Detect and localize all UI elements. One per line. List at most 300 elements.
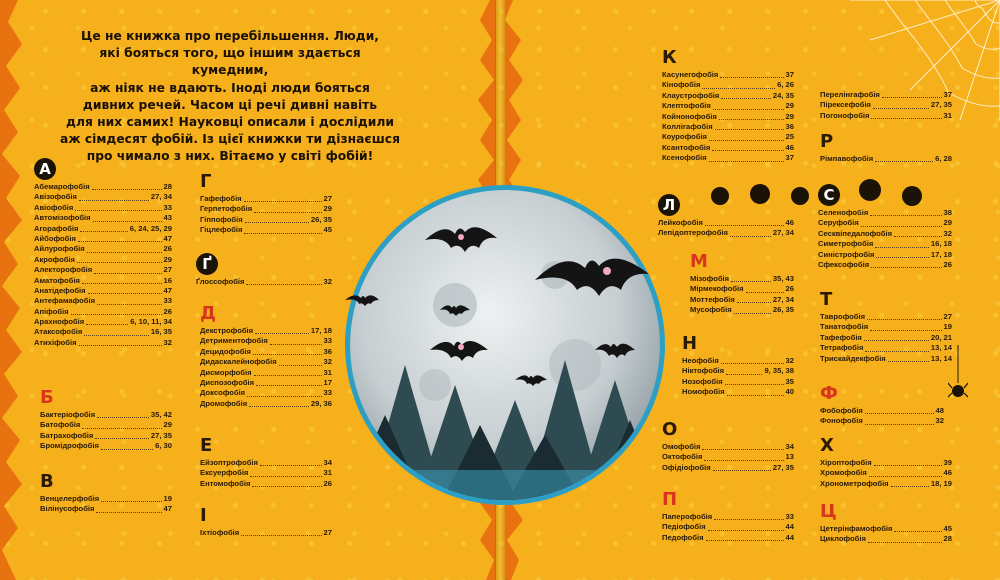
phobia-name: Тетрафобія bbox=[820, 343, 864, 353]
page-numbers: 27 bbox=[323, 193, 332, 203]
entry-list bbox=[818, 208, 952, 270]
page-numbers: 9, 35, 38 bbox=[764, 366, 794, 376]
section-letter: Л bbox=[658, 194, 680, 216]
phobia-name: Таврофобія bbox=[820, 311, 866, 321]
section-a bbox=[34, 158, 172, 348]
index-entry bbox=[34, 203, 172, 213]
index-entry bbox=[658, 228, 794, 238]
index-entry bbox=[820, 534, 952, 544]
dot-leader bbox=[92, 189, 162, 190]
dot-leader bbox=[254, 375, 322, 376]
index-entry bbox=[820, 479, 952, 489]
phobia-name: Трискайдекфобія bbox=[820, 353, 886, 363]
page-numbers: 27, 35 bbox=[930, 100, 952, 110]
index-entry bbox=[34, 265, 172, 275]
index-entry bbox=[40, 410, 172, 420]
dot-leader bbox=[713, 109, 784, 110]
dot-leader bbox=[704, 460, 783, 461]
dot-leader bbox=[97, 304, 162, 305]
page-numbers: 46 bbox=[785, 142, 794, 152]
entry-list bbox=[820, 312, 952, 364]
dot-leader bbox=[865, 351, 928, 352]
index-entry bbox=[662, 80, 794, 90]
phobia-name: Абемарофобія bbox=[34, 181, 90, 191]
page-numbers: 27 bbox=[323, 527, 332, 537]
index-entry bbox=[820, 111, 952, 121]
index-entry bbox=[682, 377, 794, 387]
phobia-name: Омофобія bbox=[662, 441, 701, 451]
page-numbers: 6, 30 bbox=[155, 441, 172, 451]
section-letter: К bbox=[662, 47, 677, 68]
dot-leader bbox=[870, 215, 941, 216]
intro-line: про чимало з них. Вітаємо у світі фобій! bbox=[86, 149, 374, 164]
index-entry bbox=[34, 327, 172, 337]
phobia-name: Авізофобія bbox=[34, 192, 77, 202]
page-numbers: 31 bbox=[323, 468, 332, 478]
section-s bbox=[818, 184, 952, 270]
intro-paragraph bbox=[60, 28, 400, 166]
page-numbers: 31 bbox=[943, 110, 952, 120]
page-numbers: 48 bbox=[935, 405, 944, 415]
index-entry bbox=[200, 336, 332, 346]
index-entry bbox=[34, 234, 172, 244]
dot-leader bbox=[279, 365, 322, 366]
entry-list bbox=[658, 218, 794, 239]
index-entry bbox=[196, 277, 332, 287]
entry-list bbox=[662, 512, 794, 543]
section-i bbox=[200, 506, 332, 538]
entry-list bbox=[34, 182, 172, 348]
phobia-name: Ексуерфобія bbox=[200, 468, 249, 478]
page-numbers: 32 bbox=[935, 416, 944, 426]
phobia-name: Мірмекофобія bbox=[690, 284, 744, 294]
phobia-name: Ксантофобія bbox=[662, 142, 711, 152]
page-numbers: 6, 10, 11, 34 bbox=[130, 317, 172, 327]
intro-line: дивних речей. Часом ці речі дивні навіть bbox=[82, 97, 378, 112]
page-numbers: 29, 36 bbox=[310, 398, 332, 408]
page-numbers: 26, 35 bbox=[772, 305, 794, 315]
index-entry bbox=[662, 512, 794, 522]
phobia-name: Моттефобія bbox=[690, 294, 735, 304]
index-entry bbox=[682, 366, 794, 376]
page-numbers: 27 bbox=[163, 265, 172, 275]
index-entry bbox=[662, 91, 794, 101]
dot-leader bbox=[882, 97, 942, 98]
index-entry bbox=[818, 250, 952, 260]
phobia-name: Лейкофобія bbox=[658, 217, 703, 227]
page-numbers: 17, 18 bbox=[930, 249, 952, 259]
phobia-name: Цетерінфамофобія bbox=[820, 523, 893, 533]
entry-list bbox=[200, 194, 332, 236]
page-numbers: 32 bbox=[785, 355, 794, 365]
phobia-name: Хромофобія bbox=[820, 468, 867, 478]
page-numbers: 13, 14 bbox=[930, 353, 952, 363]
index-entry bbox=[818, 260, 952, 270]
index-entry bbox=[690, 295, 794, 305]
section-h bbox=[820, 436, 952, 489]
phobia-name: Октофобія bbox=[662, 452, 703, 462]
section-r bbox=[820, 132, 952, 164]
phobia-name: Фобофобія bbox=[820, 405, 863, 415]
phobia-name: Хронометрофобія bbox=[820, 478, 889, 488]
phobia-name: Гіппофобія bbox=[200, 214, 243, 224]
phobia-name: Серуфобія bbox=[818, 218, 859, 228]
entry-list bbox=[40, 494, 172, 515]
index-entry bbox=[690, 274, 794, 284]
dot-leader bbox=[101, 449, 153, 450]
page-numbers: 43 bbox=[163, 213, 172, 223]
page-numbers: 29 bbox=[323, 204, 332, 214]
phobia-name: Доксофобія bbox=[200, 388, 246, 398]
dot-leader bbox=[252, 486, 321, 487]
index-entry bbox=[662, 452, 794, 462]
page-numbers: 37 bbox=[785, 153, 794, 163]
index-entry bbox=[818, 208, 952, 218]
index-entry bbox=[820, 343, 952, 353]
index-entry bbox=[662, 522, 794, 532]
phobia-name: Фонофобія bbox=[820, 416, 863, 426]
page-numbers: 46 bbox=[785, 217, 794, 227]
index-entry bbox=[40, 420, 172, 430]
page-numbers: 35, 42 bbox=[150, 409, 172, 419]
dot-leader bbox=[82, 283, 162, 284]
index-entry bbox=[820, 406, 944, 416]
page-numbers: 36 bbox=[785, 121, 794, 131]
page-numbers: 26 bbox=[163, 306, 172, 316]
phobia-name: Батофобія bbox=[40, 420, 81, 430]
dot-leader bbox=[80, 231, 127, 232]
section-letter: Ц bbox=[820, 501, 837, 522]
page-numbers: 16 bbox=[163, 275, 172, 285]
dot-leader bbox=[709, 140, 784, 141]
section-letter: Д bbox=[200, 303, 217, 324]
index-entry bbox=[818, 229, 952, 239]
index-entry bbox=[200, 458, 332, 468]
dot-leader bbox=[730, 236, 771, 237]
phobia-name: Дисморфобія bbox=[200, 367, 252, 377]
phobia-name: Мусофобія bbox=[690, 305, 732, 315]
dot-leader bbox=[79, 345, 162, 346]
dot-leader bbox=[78, 241, 162, 242]
dot-leader bbox=[737, 302, 771, 303]
page-numbers: 32 bbox=[943, 228, 952, 238]
section-letter: А bbox=[34, 158, 56, 180]
section-k bbox=[662, 48, 794, 164]
page-numbers: 26 bbox=[943, 259, 952, 269]
dot-leader bbox=[734, 313, 771, 314]
page-numbers: 35, 43 bbox=[772, 273, 794, 283]
phobia-name: Диспозофобія bbox=[200, 377, 255, 387]
section-letter: С bbox=[818, 184, 840, 206]
section-c bbox=[820, 502, 952, 545]
section-b bbox=[40, 388, 172, 452]
page-numbers: 13 bbox=[785, 452, 794, 462]
index-entry bbox=[200, 347, 332, 357]
section-m bbox=[690, 252, 794, 316]
dot-leader bbox=[86, 324, 128, 325]
dot-leader bbox=[245, 222, 309, 223]
page-numbers: 33 bbox=[163, 202, 172, 212]
section-o bbox=[662, 420, 794, 473]
dot-leader bbox=[94, 273, 161, 274]
dot-leader bbox=[84, 335, 149, 336]
index-entry bbox=[662, 463, 794, 473]
dot-leader bbox=[256, 385, 321, 386]
index-entry bbox=[818, 239, 952, 249]
index-entry bbox=[818, 218, 952, 228]
dot-leader bbox=[871, 118, 941, 119]
index-entry bbox=[200, 479, 332, 489]
index-entry bbox=[200, 194, 332, 204]
entry-list bbox=[820, 154, 952, 164]
page-numbers: 37 bbox=[943, 89, 952, 99]
dot-leader bbox=[712, 150, 783, 151]
dot-leader bbox=[249, 406, 309, 407]
index-entry bbox=[34, 224, 172, 234]
dot-leader bbox=[241, 535, 321, 536]
phobia-name: Декстрофобія bbox=[200, 325, 254, 335]
intro-line: Це не книжка про перебільшення. Люди, bbox=[81, 29, 379, 43]
entry-list bbox=[820, 90, 952, 121]
page-numbers: 17 bbox=[323, 377, 332, 387]
index-entry bbox=[40, 504, 172, 514]
entry-list bbox=[682, 356, 794, 398]
dot-leader bbox=[726, 374, 762, 375]
section-per bbox=[820, 90, 952, 121]
phobia-name: Детриментофобія bbox=[200, 336, 268, 346]
phobia-name: Погонофобія bbox=[820, 110, 870, 120]
index-entry bbox=[820, 154, 952, 164]
dot-leader bbox=[865, 424, 934, 425]
section-e bbox=[200, 436, 332, 489]
index-entry bbox=[34, 192, 172, 202]
phobia-name: Вілінусофобія bbox=[40, 504, 95, 514]
index-entry bbox=[662, 70, 794, 80]
index-entry bbox=[820, 524, 952, 534]
dot-leader bbox=[867, 319, 942, 320]
section-v bbox=[40, 472, 172, 515]
page-numbers: 29 bbox=[785, 111, 794, 121]
page-numbers: 36 bbox=[323, 346, 332, 356]
dot-leader bbox=[721, 98, 771, 99]
section-letter: І bbox=[200, 505, 207, 526]
index-entry bbox=[34, 213, 172, 223]
phobia-name: Дромофобія bbox=[200, 398, 248, 408]
page-numbers: 19 bbox=[163, 493, 172, 503]
phobia-name: Айлурофобія bbox=[34, 244, 85, 254]
dot-leader bbox=[87, 252, 162, 253]
page-numbers: 24, 35 bbox=[772, 90, 794, 100]
entry-list bbox=[200, 326, 332, 409]
page-numbers: 26, 35 bbox=[310, 214, 332, 224]
phobia-name: Кінофобія bbox=[662, 80, 701, 90]
page-numbers: 29 bbox=[943, 218, 952, 228]
phobia-name: Ґлоссофобія bbox=[196, 276, 245, 286]
page-numbers: 26 bbox=[323, 478, 332, 488]
index-entry bbox=[34, 286, 172, 296]
dot-leader bbox=[79, 200, 149, 201]
intro-line: аж сімдесят фобій. Із цієї книжки ти дізнаєшся bbox=[60, 132, 400, 147]
phobia-name: Лепідоптерофобія bbox=[658, 228, 728, 238]
dot-leader bbox=[95, 438, 149, 439]
section-n bbox=[682, 334, 794, 398]
page-numbers: 18, 19 bbox=[930, 478, 952, 488]
phobia-name: Перелінгафобія bbox=[820, 89, 880, 99]
dot-leader bbox=[702, 88, 775, 89]
phobia-name: Симетрофобія bbox=[818, 239, 874, 249]
dot-leader bbox=[254, 212, 321, 213]
dot-leader bbox=[875, 247, 929, 248]
dot-leader bbox=[725, 384, 784, 385]
page-numbers: 46 bbox=[943, 468, 952, 478]
phobia-name: Арахнофобія bbox=[34, 317, 85, 327]
page-numbers: 27 bbox=[943, 311, 952, 321]
dot-leader bbox=[888, 361, 929, 362]
dot-leader bbox=[713, 470, 771, 471]
index-entry bbox=[820, 312, 952, 322]
index-entry bbox=[820, 458, 952, 468]
index-entry bbox=[662, 122, 794, 132]
dot-leader bbox=[894, 236, 942, 237]
page-numbers: 26 bbox=[163, 244, 172, 254]
entry-list bbox=[820, 524, 952, 545]
page-numbers: 32 bbox=[323, 276, 332, 286]
page-numbers: 32 bbox=[163, 337, 172, 347]
dot-leader bbox=[706, 540, 784, 541]
section-letter: Г bbox=[200, 171, 212, 192]
page-numbers: 26 bbox=[785, 284, 794, 294]
index-entry bbox=[34, 244, 172, 254]
phobia-name: Клаустрофобія bbox=[662, 90, 720, 100]
dot-leader bbox=[93, 221, 162, 222]
phobia-name: Касунегофобія bbox=[662, 69, 719, 79]
phobia-name: Венцелерфобія bbox=[40, 493, 100, 503]
index-entry bbox=[682, 356, 794, 366]
page-numbers: 29 bbox=[163, 420, 172, 430]
phobia-name: Автомізофобія bbox=[34, 213, 91, 223]
index-entry bbox=[820, 333, 952, 343]
phobia-name: Нозофобія bbox=[682, 376, 723, 386]
page-numbers: 6, 24, 25, 29 bbox=[129, 223, 172, 233]
phobia-name: Бромідрофобія bbox=[40, 441, 99, 451]
section-letter: Ґ bbox=[196, 253, 218, 275]
entry-list bbox=[196, 277, 332, 287]
dot-leader bbox=[746, 292, 784, 293]
entry-list bbox=[40, 410, 172, 452]
page-numbers: 47 bbox=[163, 233, 172, 243]
index-entry bbox=[662, 143, 794, 153]
index-entry bbox=[34, 276, 172, 286]
phobia-name: Іхтіофобія bbox=[200, 527, 240, 537]
index-entry bbox=[820, 100, 952, 110]
page-numbers: 27, 35 bbox=[150, 430, 172, 440]
phobia-name: Гафефобія bbox=[200, 193, 242, 203]
dot-leader bbox=[255, 333, 309, 334]
page-numbers: 33 bbox=[163, 296, 172, 306]
entry-list bbox=[662, 442, 794, 473]
dot-leader bbox=[97, 417, 149, 418]
dot-leader bbox=[244, 233, 321, 234]
section-letter: Б bbox=[40, 387, 54, 408]
index-entry bbox=[820, 90, 952, 100]
phobia-name: Пірексефобія bbox=[820, 100, 871, 110]
entry-list bbox=[200, 528, 332, 538]
index-entry bbox=[34, 255, 172, 265]
index-entry bbox=[690, 284, 794, 294]
index-entry bbox=[200, 357, 332, 367]
dot-leader bbox=[875, 161, 933, 162]
phobia-name: Рімпавофобія bbox=[820, 153, 874, 163]
page-numbers: 19 bbox=[943, 322, 952, 332]
page-numbers: 47 bbox=[163, 504, 172, 514]
dot-leader bbox=[260, 465, 322, 466]
phobia-name: Ентомофобія bbox=[200, 478, 251, 488]
dot-leader bbox=[715, 129, 784, 130]
page-numbers: 29 bbox=[785, 101, 794, 111]
page-numbers: 31 bbox=[323, 367, 332, 377]
page-numbers: 45 bbox=[943, 523, 952, 533]
index-entry bbox=[34, 338, 172, 348]
dot-leader bbox=[709, 161, 784, 162]
dot-leader bbox=[270, 344, 322, 345]
dot-leader bbox=[876, 257, 928, 258]
phobia-name: Клептофобія bbox=[662, 101, 711, 111]
index-entry bbox=[200, 326, 332, 336]
page-numbers: 33 bbox=[323, 336, 332, 346]
page-numbers: 35 bbox=[785, 376, 794, 386]
section-p bbox=[662, 490, 794, 543]
section-letter: О bbox=[662, 419, 678, 440]
dot-leader bbox=[708, 530, 784, 531]
dot-leader bbox=[871, 267, 941, 268]
dot-leader bbox=[731, 281, 771, 282]
page-numbers: 16, 18 bbox=[930, 239, 952, 249]
phobia-name: Педіофобія bbox=[662, 522, 706, 532]
entry-list bbox=[662, 70, 794, 164]
phobia-name: Дидаскалейнофобія bbox=[200, 357, 277, 367]
dot-leader bbox=[891, 486, 929, 487]
phobia-name: Неофобія bbox=[682, 355, 719, 365]
index-entry bbox=[658, 218, 794, 228]
phobia-name: Атаксофобія bbox=[34, 327, 83, 337]
phobia-name: Мізофобія bbox=[690, 273, 730, 283]
phobia-name: Агорафобія bbox=[34, 223, 79, 233]
phobia-name: Танатофобія bbox=[820, 322, 869, 332]
phobia-name: Номофобія bbox=[682, 387, 725, 397]
page-numbers: 39 bbox=[943, 457, 952, 467]
phobia-name: Гіцлефобія bbox=[200, 225, 243, 235]
page-numbers: 33 bbox=[785, 511, 794, 521]
page-numbers: 16, 35 bbox=[150, 327, 172, 337]
index-entry bbox=[40, 431, 172, 441]
index-entry bbox=[200, 368, 332, 378]
index-entry bbox=[662, 112, 794, 122]
dot-leader bbox=[77, 262, 162, 263]
page-numbers: 25 bbox=[785, 132, 794, 142]
phobia-name: Сфексофобія bbox=[818, 259, 870, 269]
index-entry bbox=[200, 225, 332, 235]
page-numbers: 27, 34 bbox=[772, 294, 794, 304]
page-numbers: 32 bbox=[323, 357, 332, 367]
phobia-name: Селенофобія bbox=[818, 207, 869, 217]
page-numbers: 6, 28 bbox=[935, 153, 952, 163]
phobia-name: Алекторофобія bbox=[34, 265, 93, 275]
intro-line: для них самих! Науковці описали і дослідили bbox=[66, 115, 394, 130]
phobia-name: Айбофобія bbox=[34, 233, 76, 243]
phobia-name: Анатідефобія bbox=[34, 285, 86, 295]
phobia-name: Акрофобія bbox=[34, 254, 75, 264]
phobia-name: Педофобія bbox=[662, 532, 704, 542]
